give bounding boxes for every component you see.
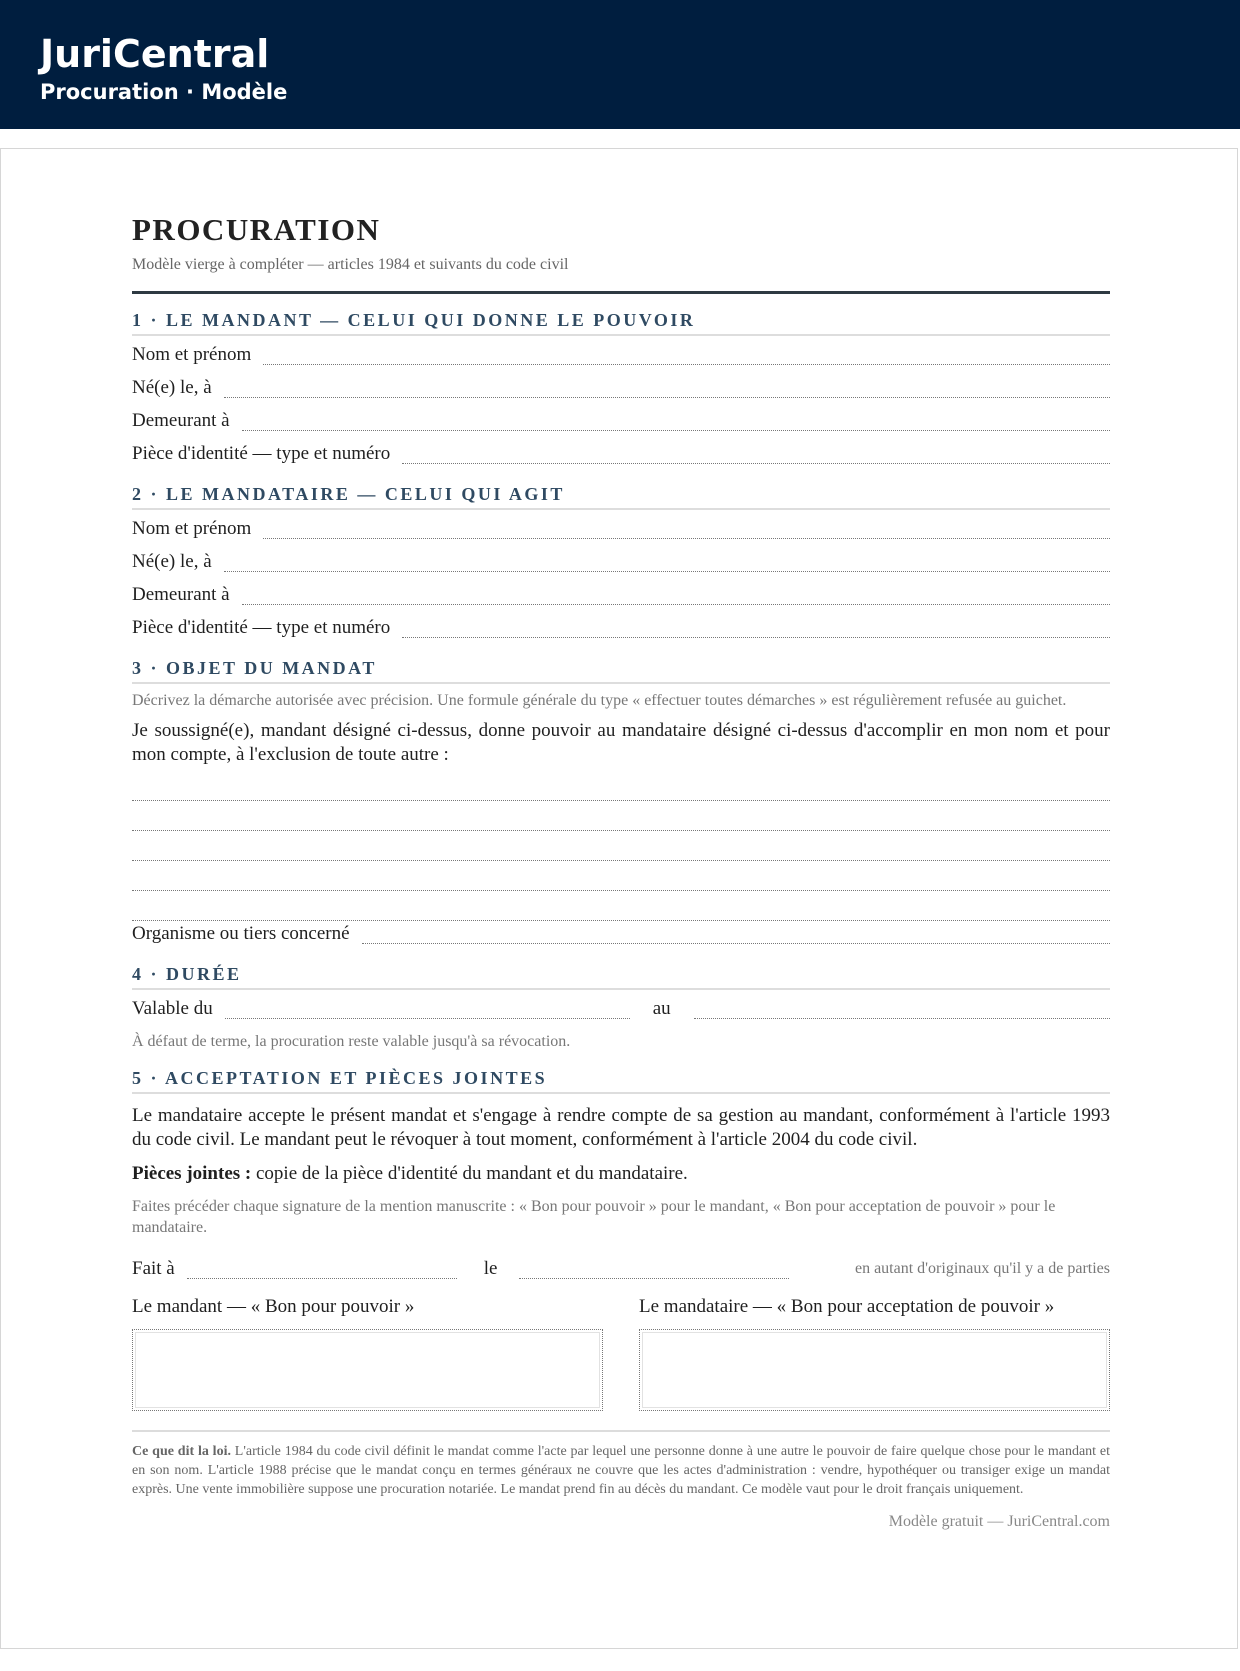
duration-row [132, 990, 1110, 1023]
attachments-label: Pièces jointes : [132, 1163, 252, 1184]
field-label: Demeurant à [132, 410, 230, 431]
section-mandant-heading: 1 · LE MANDANT — CELUI QUI DONNE LE POUVOIR [132, 308, 1110, 336]
field-label: Pièce d'identité — type et numéro [132, 443, 391, 464]
blank-line[interactable] [132, 771, 1110, 801]
attachments-text [132, 1162, 1110, 1186]
signature-hint: Faites précéder chaque signature de la mention manuscrite : « Bon pour pouvoir » pour le mandant, « Bon pour acceptation de pouvoir » pour le mandataire. [132, 1198, 1056, 1236]
site-header [0, 0, 1240, 129]
blank-line[interactable] [132, 891, 1110, 921]
signature-boxes [132, 1329, 1110, 1411]
section-acceptation-heading: 5 · ACCEPTATION ET PIÈCES JOINTES [132, 1066, 1110, 1094]
field-label: Nom et prénom [132, 344, 252, 365]
field-label: Né(e) le, à [132, 551, 212, 572]
mandant-id-field[interactable] [132, 435, 1110, 468]
fill-line[interactable] [263, 363, 1110, 365]
mandant-address-field[interactable] [132, 402, 1110, 435]
law-label: Ce que dit la loi. [132, 1444, 231, 1459]
fill-line[interactable] [402, 636, 1110, 638]
mandataire-name-field[interactable] [132, 510, 1110, 543]
duree-hint: À défaut de terme, la procuration reste valable jusqu'à sa révocation. [132, 1033, 571, 1050]
blank-line[interactable] [132, 861, 1110, 891]
date-line[interactable] [519, 1277, 789, 1279]
field-label: Organisme ou tiers concerné [132, 923, 350, 944]
date-label: le [483, 1258, 498, 1279]
fill-line[interactable] [402, 462, 1110, 464]
signature-labels [132, 1296, 1110, 1318]
place-line[interactable] [187, 1277, 457, 1279]
title-divider [132, 291, 1110, 294]
mandataire-address-field[interactable] [132, 576, 1110, 609]
organism-field[interactable] [132, 921, 1110, 948]
mandataire-signature-box[interactable] [639, 1329, 1110, 1411]
field-label: Nom et prénom [132, 518, 252, 539]
header-subtitle: Procuration · Modèle [40, 80, 288, 104]
document-title: PROCURATION [132, 212, 381, 247]
place-date-row [132, 1250, 1110, 1283]
section-duree-heading: 4 · DURÉE [132, 962, 1110, 990]
law-text: L'article 1984 du code civil définit le mandat comme l'acte par lequel une personne donne à une autre le pouvoir de faire quelque chose pour le mandant et en son nom. L'article 1988 précise que le mandat conçu en termes généraux ne couvre que les actes d'administration : vendre, hypothéquer ou transiger exige un mandat exprès. Une vente immobilière suppose une procuration notariée. Le mandat prend fin au décès du mandant. Ce modèle vaut pour le droit français uniquement. [132, 1444, 1110, 1497]
mandataire-birth-field[interactable] [132, 543, 1110, 576]
footer-credit[interactable]: Modèle gratuit — JuriCentral.com [888, 1513, 1110, 1530]
section-mandataire-heading: 2 · LE MANDATAIRE — CELUI QUI AGIT [132, 482, 1110, 510]
to-label: au [652, 998, 671, 1019]
law-note [132, 1442, 1110, 1499]
mandant-name-field[interactable] [132, 336, 1110, 369]
mandataire-id-field[interactable] [132, 609, 1110, 642]
place-label: Fait à [132, 1258, 175, 1279]
fill-line[interactable] [224, 570, 1110, 572]
objet-lines[interactable] [132, 771, 1110, 921]
field-label: Né(e) le, à [132, 377, 212, 398]
law-divider [132, 1430, 1110, 1432]
mandant-signature-box[interactable] [132, 1329, 603, 1411]
attachments-detail: copie de la pièce d'identité du mandant et du mandataire. [251, 1163, 688, 1184]
mandant-birth-field[interactable] [132, 369, 1110, 402]
fill-line[interactable] [242, 429, 1110, 431]
objet-hint: Décrivez la démarche autorisée avec précision. Une formule générale du type « effectuer toutes démarches » est régulièrement refusée au guichet. [132, 692, 1067, 709]
originals-note: en autant d'originaux qu'il y a de parties [854, 1260, 1110, 1277]
blank-line[interactable] [132, 831, 1110, 861]
mandataire-signature-label: Le mandataire — « Bon pour acceptation de pouvoir » [639, 1296, 1055, 1317]
acceptation-text: Le mandataire accepte le présent mandat et s'engage à rendre compte de sa gestion au mandant, conformément à l'article 1993 du code civil. Le mandant peut le révoquer à tout moment, conformément à l'article 2004 du code civil. [132, 1105, 1110, 1150]
field-label: Pièce d'identité — type et numéro [132, 617, 391, 638]
fill-line[interactable] [263, 537, 1110, 539]
fill-line[interactable] [362, 942, 1110, 944]
fill-line[interactable] [242, 603, 1110, 605]
from-date-line[interactable] [225, 1017, 630, 1019]
mandant-signature-label: Le mandant — « Bon pour pouvoir » [132, 1296, 415, 1317]
from-label: Valable du [132, 998, 213, 1019]
fill-line[interactable] [224, 396, 1110, 398]
section-objet-heading: 3 · OBJET DU MANDAT [132, 656, 1110, 684]
blank-line[interactable] [132, 801, 1110, 831]
document-subtitle: Modèle vierge à compléter — articles 1984 et suivants du code civil [132, 256, 569, 273]
objet-text: Je soussigné(e), mandant désigné ci-dessus, donne pouvoir au mandataire désigné ci-dessus d'accomplir en mon nom et pour mon compte, à l'exclusion de toute autre : [132, 720, 1110, 765]
field-label: Demeurant à [132, 584, 230, 605]
brand-logo[interactable]: JuriCentral [40, 32, 270, 76]
to-date-line[interactable] [694, 1017, 1110, 1019]
document-page [0, 148, 1238, 1649]
